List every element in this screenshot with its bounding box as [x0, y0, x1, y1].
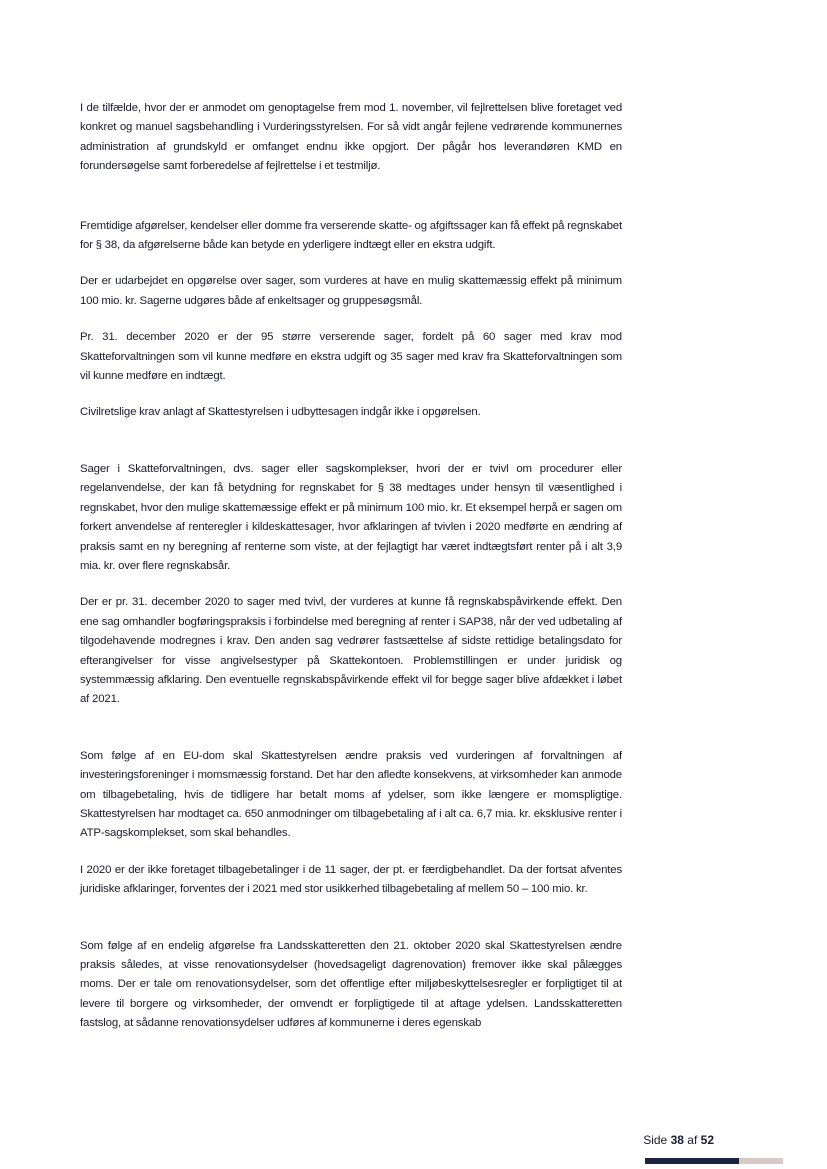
paragraph-verserende-sager: Pr. 31. december 2020 er der 95 større verserende sager, fordelt på 60 sager med krav mod Skatteforvaltningen som vil kunne medføre en ekstra udgift og 35 sager med krav fra Skatteforvaltningen som vil kunne medføre en indtægt.: [80, 331, 622, 383]
paragraph-renovationsydelser: Som følge af en endelig afgørelse fra Landsskatteretten den 21. oktober 2020 skal Skattestyrelsen ændre praksis således, at visse renovationsydelser (hovedsageligt dagrenovation) fremover ikke skal pålægges moms. Der er tale om renovationsydelser, som det offentlige efter miljøbeskyttelsesregler er forpligtiget til at levere til borgere og virksomheder, der omvendt er forpligtigede til at aftage ydelsen. Landsskatteretten fastslog, at sådanne renovationsydelser udføres af kommunerne i deres egenskab: [80, 939, 622, 1030]
current-page: 38: [670, 1133, 684, 1147]
paragraph-to-sager: Der er pr. 31. december 2020 to sager med tvivl, der vurderes at kunne få regnskabspåvirkende effekt. Den ene sag omhandler bogføringspraksis i forbindelse med beregning af renter i SAP38, når der ved udbetaling af tilgodehavende modregnes i krav. Den anden sag vedrører fastsættelse af sidste rettidige betalingsdato for efterangivelser for visse angivelsestyper på Skattekontoen. Problemstillingen er under juridisk og systemmæssig afklaring. Den eventuelle regnskabspåvirkende effekt vil for begge sager blive afdækket i løbet af 2021.: [80, 596, 622, 706]
page-number: [643, 1133, 714, 1147]
footer-bar-light-segment: [739, 1158, 783, 1164]
paragraph-eu-dom: Som følge af en EU-dom skal Skattestyrelsen ændre praksis ved vurderingen af forvaltningen af investeringsforeninger i momsmæssig forstand. Det har den afledte konsekvens, at virksomheder kan anmode om tilbagebetaling, hvis de tidligere har betalt moms af ydelser, som ikke længere er momspligtige. Skattestyrelsen har modtaget ca. 650 anmodninger om tilbagebetaling af i alt ca. 6,7 mia. kr. eksklusive renter i ATP-sagskomplekset, som skal behandles.: [80, 749, 622, 840]
page-prefix: Side: [643, 1133, 668, 1147]
footer-decorative-bar: [645, 1158, 783, 1164]
paragraph-fejlrettelse: I de tilfælde, hvor der er anmodet om genoptagelse frem mod 1. november, vil fejlrettelsen blive foretaget ved konkret og manuel sagsbehandling i Vurderingsstyrelsen. For så vidt angår fejlene vedrørende kommunernes administration af grundskyld er omfanget endnu ikke opgjort. Der pågår hos leverandøren KMD en forundersøgelse samt forberedelse af fejlrettelse i et testmiljø.: [80, 102, 622, 173]
paragraph-tilbagebetalinger: I 2020 er der ikke foretaget tilbagebetalinger i de 11 sager, der pt. er færdigbehandlet. Da der fortsat afventes juridiske afklaringer, forventes der i 2021 med stor usikkerhed tilbagebetaling af mellem 50 – 100 mio. kr.: [80, 863, 622, 896]
total-pages: 52: [700, 1133, 714, 1147]
page-separator: af: [687, 1133, 698, 1147]
footer-bar-dark-segment: [645, 1158, 739, 1164]
paragraph-civilretslige-krav: Civilretslige krav anlagt af Skattestyrelsen i udbyttesagen indgår ikke i opgørelsen.: [80, 406, 481, 419]
paragraph-sager-med-tvivl: Sager i Skatteforvaltningen, dvs. sager eller sagskomplekser, hvori der er tvivl om procedurer eller regelanvendelse, der kan få betydning for regnskabet for § 38 medtages under hensyn til væsentlighed i regnskabet, hvor den mulige skattemæssige effekt er på minimum 100 mio. kr. Et eksempel herpå er sagen om forkert anvendelse af renteregler i kildeskattesager, hvor afklaringen af tvivlen i 2020 medførte en ændring af praksis samt en ny beregning af renterne som viste, at der fejlagtigt har været indtægtsført renter på i alt 3,9 mia. kr. over flere regnskabsår.: [80, 462, 622, 572]
paragraph-fremtidige-afgoerelser: Fremtidige afgørelser, kendelser eller domme fra verserende skatte- og afgiftssager kan få effekt på regnskabet for § 38, da afgørelserne både kan betyde en yderligere indtægt eller en ekstra udgift.: [80, 219, 622, 252]
page-body: [80, 99, 622, 1034]
paragraph-opgoerelse: Der er udarbejdet en opgørelse over sager, som vurderes at have en mulig skattemæssig effekt på minimum 100 mio. kr. Sagerne udgøres både af enkeltsager og gruppesøgsmål.: [80, 275, 622, 307]
